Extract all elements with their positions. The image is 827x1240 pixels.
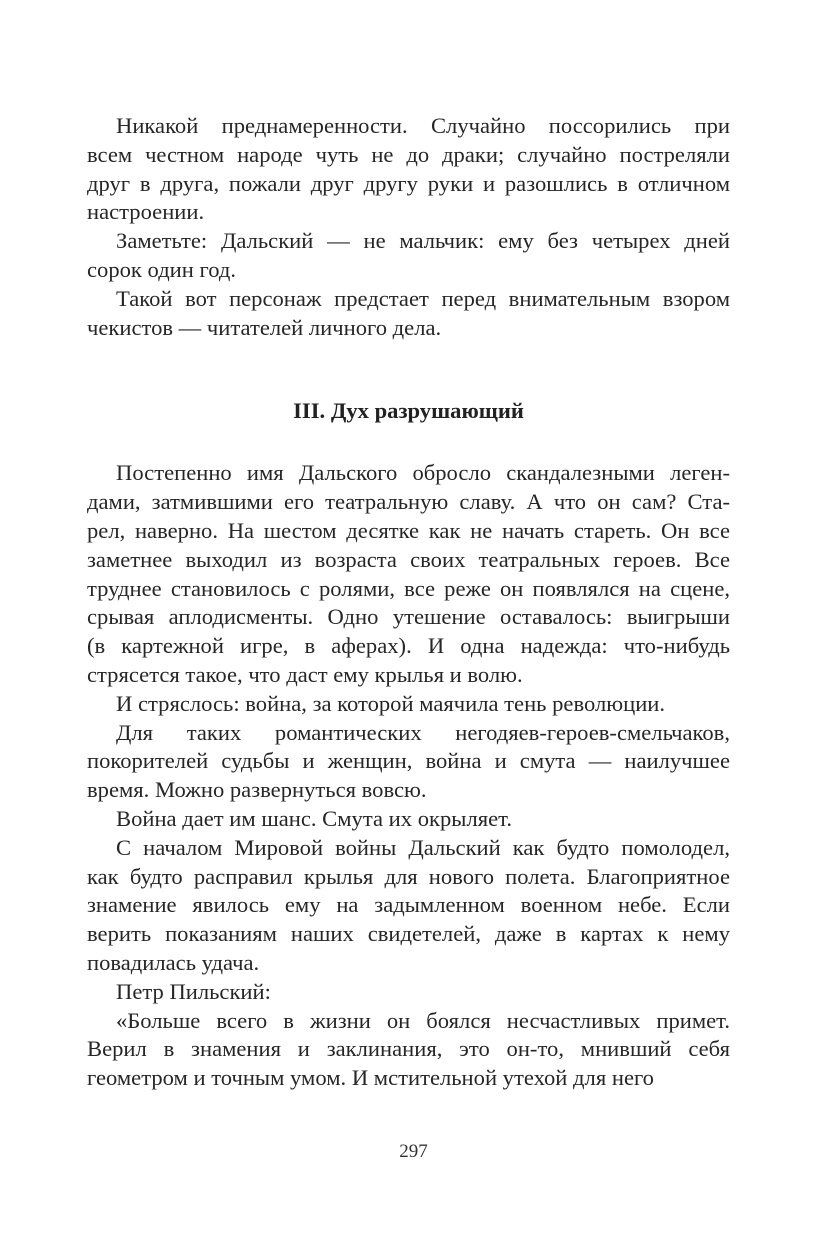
text-line: «Больше всего в жизни он боялся несчастливых примет. (116, 1007, 730, 1033)
text-line: труднее становилось с ролями, все реже он появлялся на сцене, (87, 575, 730, 601)
text-line: настроении. (87, 199, 205, 225)
top-paragraphs (87, 112, 730, 342)
text-line: стрясется такое, что даст ему крылья и волю. (87, 661, 523, 687)
text-line: сорок один год. (87, 256, 237, 282)
text-line: дами, затмившими его театральную славу. А что он сам? Ста- (87, 489, 730, 515)
text-line: рел, наверно. На шестом десятке как не начать стареть. Он все (87, 517, 730, 543)
text-line: Для таких романтических негодяев-героев-смельчаков, (116, 719, 730, 745)
paragraph (87, 227, 730, 285)
text-line: знамение явилось ему на задымленном военном небе. Если (87, 892, 730, 918)
text-line: геометром и точным умом. И мстительной утехой для него (87, 1065, 654, 1091)
text-line: (в картежной игре, в аферах). И одна надежда: что-нибудь (87, 633, 730, 659)
page-number: 297 (399, 1141, 428, 1162)
paragraph (87, 978, 730, 1007)
text-line: Постепенно имя Дальского обросло скандалезными леген- (116, 460, 730, 486)
paragraph (87, 690, 730, 719)
paragraph (87, 1007, 730, 1093)
text-line: как будто расправил крылья для нового полета. Благоприятное (87, 863, 730, 889)
page-body (87, 112, 730, 1093)
text-line: всем честном народе чуть не до драки; случайно постреляли (87, 141, 730, 167)
text-line: чекистов — читателей личного дела. (87, 314, 442, 340)
text-line: Петр Пильский: (116, 978, 271, 1004)
text-line: повадилась удача. (87, 949, 260, 975)
text-line: Война дает им шанс. Смута их окрыляет. (116, 805, 512, 831)
text-line: Такой вот персонаж предстает перед внимательным взором (116, 285, 730, 311)
text-line: И стряслось: война, за которой маячила тень революции. (116, 690, 666, 716)
section-heading: III. Дух разрушающий (293, 398, 524, 424)
text-line: покорителей судьбы и женщин, война и смута — наилучшее (87, 748, 730, 774)
text-line: время. Можно развернуться вовсю. (87, 777, 427, 803)
paragraph (87, 459, 730, 689)
text-line: Верил в знамения и заклинания, это он-то, мнивший себя (87, 1036, 730, 1062)
paragraph (87, 112, 730, 227)
paragraph (87, 285, 730, 343)
paragraph (87, 719, 730, 805)
text-line: Заметьте: Дальский — не мальчик: ему без четырех дней (116, 228, 730, 254)
text-line: С началом Мировой войны Дальский как будто помолодел, (116, 834, 730, 860)
text-line: срывая аплодисменты. Одно утешение оставалось: выигрыши (87, 604, 730, 630)
paragraph (87, 805, 730, 834)
paragraph (87, 834, 730, 978)
text-line: друг в друга, пожали друг другу руки и разошлись в отличном (87, 170, 730, 196)
text-line: заметнее выходил из возраста своих театральных героев. Все (87, 546, 730, 572)
section-paragraphs (87, 459, 730, 1093)
text-line: Никакой преднамеренности. Случайно поссорились при (116, 113, 730, 138)
text-line: верить показаниям наших свидетелей, даже в картах к нему (87, 921, 730, 947)
